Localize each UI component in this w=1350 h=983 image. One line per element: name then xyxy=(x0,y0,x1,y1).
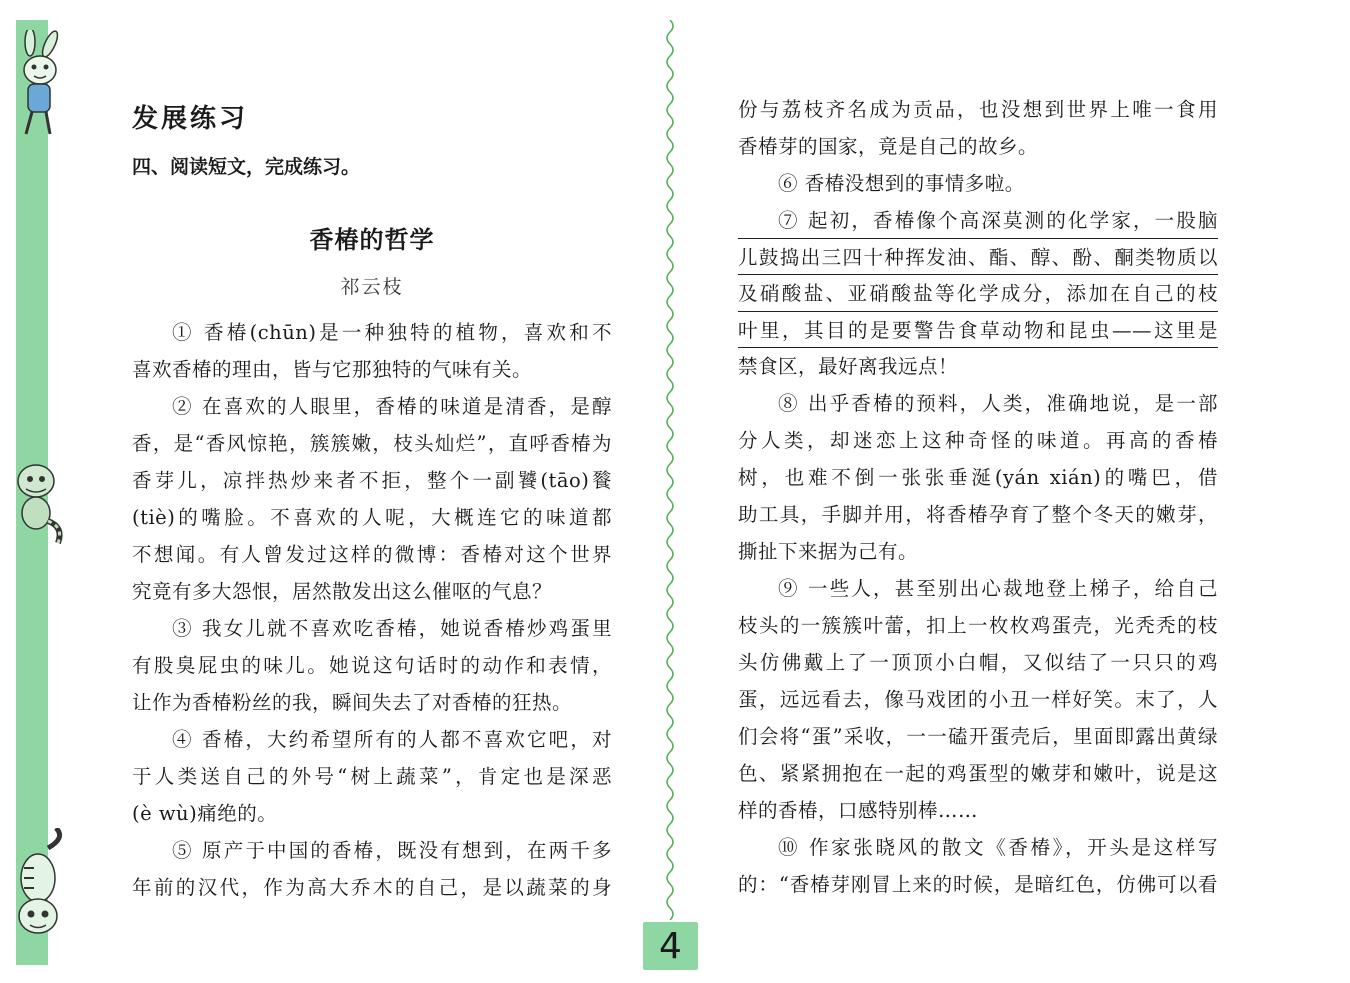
underlined-text-line: 叶里，其目的是要警告食草动物和昆虫——这里是 xyxy=(738,312,1218,349)
text-line: 香椿芽的国家，竟是自己的故乡。 xyxy=(738,135,1039,158)
text-line: 于人类送自己的外号“树上蔬菜”，肯定也是深恶 xyxy=(132,765,612,788)
text-line: ① 香椿(chūn)是一种独特的植物，喜欢和不 xyxy=(172,321,612,344)
text-line: ④ 香椿，大约希望所有的人都不喜欢它吧，对 xyxy=(172,728,612,751)
text-line: 头仿佛戴上了一顶顶小白帽，又似结了一只只的鸡 xyxy=(738,651,1218,674)
text-line: (è wù)痛绝的。 xyxy=(132,802,278,825)
text-line: 们会将“蛋”采收，一一磕开蛋壳后，里面即露出黄绿 xyxy=(738,725,1218,748)
text-line: 蛋，远远看去，像马戏团的小丑一样好笑。末了，人 xyxy=(738,688,1218,711)
text-line: 助工具，手脚并用，将香椿孕育了整个冬天的嫩芽， xyxy=(738,503,1218,526)
text-line: ③ 我女儿就不喜欢吃香椿，她说香椿炒鸡蛋里 xyxy=(172,617,612,640)
text-line: 喜欢香椿的理由，皆与它那独特的气味有关。 xyxy=(132,358,533,381)
underlined-text-line: 及硝酸盐、亚硝酸盐等化学成分，添加在自己的枝 xyxy=(738,275,1218,312)
text-line: 树，也难不倒一张张垂涎(yán xián)的嘴巴，借 xyxy=(738,466,1218,489)
text-line: 枝头的一簇簇叶蕾，扣上一枚枚鸡蛋壳，光秃秃的枝 xyxy=(738,614,1218,637)
text-line: (tiè)的嘴脸。不喜欢的人呢，大概连它的味道都 xyxy=(132,506,612,529)
text-line: ⑧ 出乎香椿的预料，人类，准确地说，是一部 xyxy=(778,392,1218,415)
text-line: 有股臭屁虫的味儿。她说这句话时的动作和表情， xyxy=(132,654,612,677)
text-line: 香，是“香风惊艳，簇簇嫩，枝头灿烂”，直呼香椿为 xyxy=(132,432,612,455)
text-line: 不想闻。有人曾发过这样的微博：香椿对这个世界 xyxy=(132,543,612,566)
underlined-text-line: 儿鼓捣出三四十种挥发油、酯、醇、酚、酮类物质以 xyxy=(738,239,1218,276)
article-title: 香椿的哲学 xyxy=(309,225,435,254)
text-line: 色、紧紧拥抱在一起的鸡蛋型的嫩芽和嫩叶，说是这 xyxy=(738,762,1218,785)
section-subtitle: 四、阅读短文，完成练习。 xyxy=(132,156,361,178)
text-line: 究竟有多大怨恨，居然散发出这么催呕的气息？ xyxy=(132,580,553,603)
text-line: 禁食区，最好离我远点！ xyxy=(738,355,959,378)
raccoon-mascot-icon xyxy=(8,455,68,550)
text-line: 的：“香椿芽刚冒上来的时候，是暗红色，仿佛可以看 xyxy=(738,873,1218,896)
article-author: 祁云枝 xyxy=(340,276,404,298)
text-line: 撕扯下来据为己有。 xyxy=(738,540,919,563)
text-line: 让作为香椿粉丝的我，瞬间失去了对香椿的狂热。 xyxy=(132,691,573,714)
left-body-text xyxy=(132,314,612,906)
text-line: ② 在喜欢的人眼里，香椿的味道是清香，是醇 xyxy=(172,395,612,418)
text-line: 分人类，却迷恋上这种奇怪的味道。再高的香椿 xyxy=(738,429,1218,452)
rabbit-mascot-icon xyxy=(8,30,68,140)
underlined-text-line: ⑦ 起初，香椿像个高深莫测的化学家，一股脑 xyxy=(738,202,1218,239)
page-divider xyxy=(662,20,678,920)
text-line: ⑩ 作家张晓风的散文《香椿》，开头是这样写 xyxy=(778,836,1218,859)
right-body-text xyxy=(738,91,1218,903)
text-line: ⑥ 香椿没想到的事情多啦。 xyxy=(778,172,1025,195)
text-line: 年前的汉代，作为高大乔木的自己，是以蔬菜的身 xyxy=(132,876,612,899)
text-line: ⑨ 一些人，甚至别出心裁地登上梯子，给自己 xyxy=(778,577,1218,600)
text-line: 样的香椿，口感特别棒…… xyxy=(738,799,979,822)
text-line: 份与荔枝齐名成为贡品，也没想到世界上唯一食用 xyxy=(738,98,1218,121)
text-line: ⑤ 原产于中国的香椿，既没有想到，在两千多 xyxy=(172,839,612,862)
section-title: 发展练习 xyxy=(132,104,249,134)
text-line: 香芽儿，凉拌热炒来者不拒，整个一副饕(tāo)餮 xyxy=(132,469,612,492)
page-number: 4 xyxy=(643,922,698,970)
tiger-mascot-icon xyxy=(8,828,68,943)
